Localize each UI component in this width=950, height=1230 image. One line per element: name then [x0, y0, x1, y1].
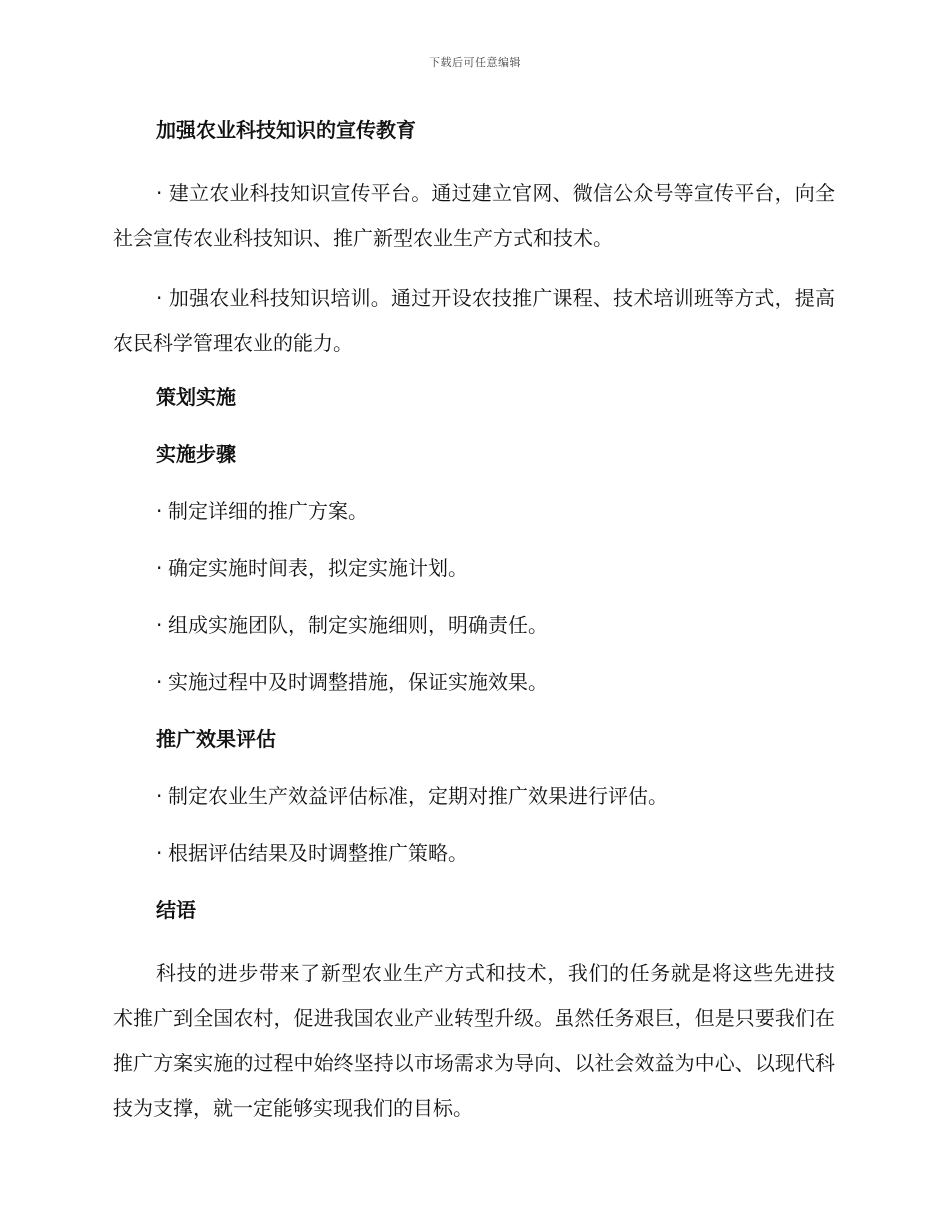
list-item-text: 实施过程中及时调整措施，保证实施效果。	[168, 670, 548, 694]
bullet-dot: ·	[156, 670, 163, 694]
section-title-evaluation: 推广效果评估	[156, 727, 276, 751]
paragraph-training: · 加强农业科技知识培训。通过开设农技推广课程、技术培训班等方式，提高农民科学管理农业的能力。	[113, 286, 835, 355]
bullet-dot: ·	[156, 556, 163, 580]
paragraph-platform: · 建立农业科技知识宣传平台。通过建立官网、微信公众号等宣传平台，向全社会宣传农业科技知识、推广新型农业生产方式和技术。	[113, 181, 835, 250]
list-item-text: 制定农业生产效益评估标准，定期对推广效果进行评估。	[168, 784, 668, 808]
section-title-steps: 实施步骤	[156, 442, 236, 466]
list-item-text: 制定详细的推广方案。	[168, 499, 368, 523]
list-item-text: 组成实施团队，制定实施细则，明确责任。	[168, 613, 548, 637]
document-body	[113, 114, 835, 1131]
list-item	[113, 495, 835, 527]
section-title-implementation: 策划实施	[156, 385, 236, 409]
list-item	[113, 780, 835, 812]
bullet-dot: ·	[156, 841, 163, 865]
bullet-dot: ·	[156, 499, 163, 523]
list-item-text: 确定实施时间表，拟定实施计划。	[168, 556, 468, 580]
list-item	[113, 666, 835, 698]
paragraph-conclusion: 科技的进步带来了新型农业生产方式和技术，我们的任务就是将这些先进技术推广到全国农村，促进我国农业产业转型升级。虽然任务艰巨，但是只要我们在推广方案实施的过程中始终坚持以市场需求为导向、以社会效益为中心、以现代科技为支撑，就一定能够实现我们的目标。	[113, 961, 835, 1120]
section-title-conclusion: 结语	[156, 898, 196, 922]
section-title-publicity: 加强农业科技知识的宣传教育	[156, 118, 416, 142]
list-item	[113, 552, 835, 584]
list-item	[113, 609, 835, 641]
page-header-note: 下载后可任意编辑	[429, 56, 521, 69]
list-item-text: 根据评估结果及时调整推广策略。	[168, 841, 468, 865]
list-item	[113, 837, 835, 869]
bullet-dot: ·	[156, 613, 163, 637]
bullet-dot: ·	[156, 784, 163, 808]
